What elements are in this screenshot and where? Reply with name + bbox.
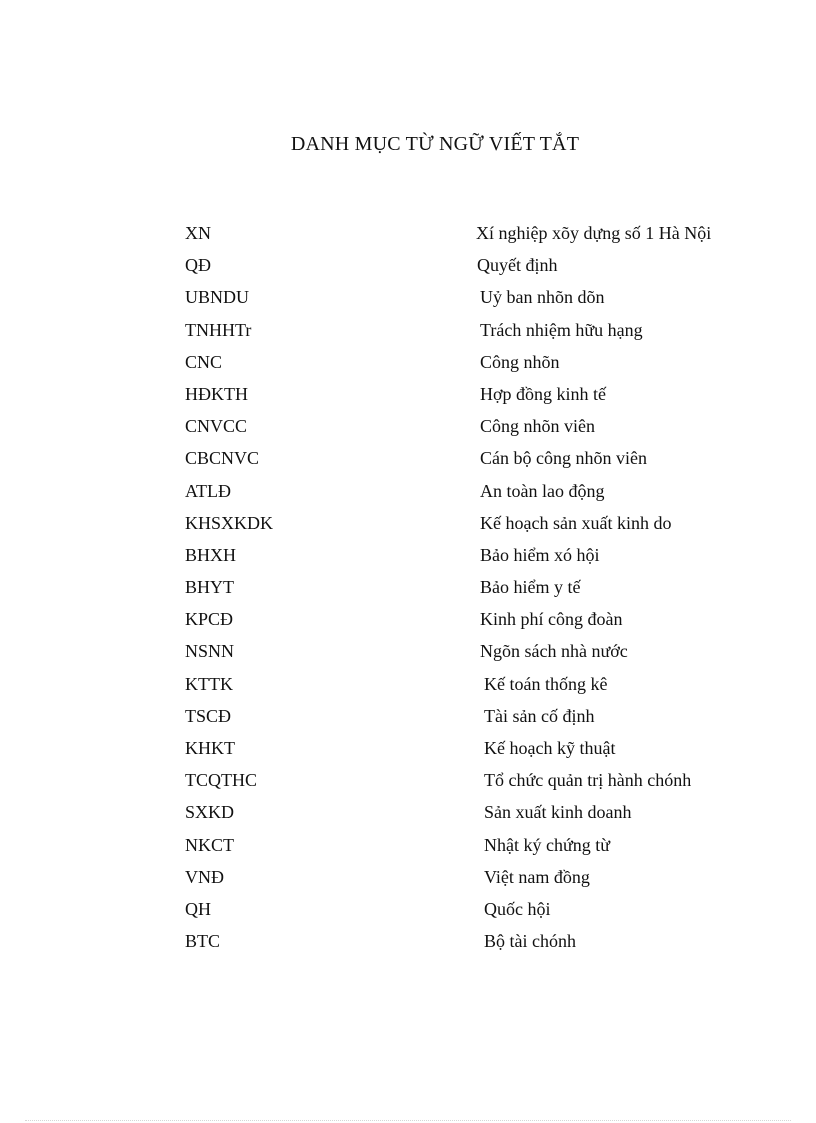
abbreviation-meaning: Công nhõn xyxy=(480,351,560,372)
abbreviation: VNĐ xyxy=(185,866,224,887)
list-item xyxy=(0,768,816,800)
abbreviation: TCQTHC xyxy=(185,770,257,791)
abbreviation-meaning: Tổ chức quản trị hành chónh xyxy=(484,770,692,791)
list-item xyxy=(0,511,816,543)
abbreviation: BTC xyxy=(185,931,221,952)
list-item xyxy=(0,221,816,253)
abbreviation-meaning: Uỷ ban nhõn dõn xyxy=(480,287,605,308)
abbreviation-meaning: Cán bộ công nhõn viên xyxy=(480,448,647,469)
abbreviation-meaning: Công nhõn viên xyxy=(480,416,595,437)
abbreviation-meaning: Hợp đồng kinh tế xyxy=(480,383,607,404)
abbreviation-meaning: Tài sản cố định xyxy=(484,705,595,726)
abbreviation: CNVCC xyxy=(185,416,248,437)
abbreviation: CBCNVC xyxy=(185,448,260,469)
abbreviation: NKCT xyxy=(185,834,234,855)
list-item xyxy=(0,736,816,768)
abbreviation-meaning: Quyết định xyxy=(477,255,558,276)
abbreviation: XN xyxy=(185,223,211,243)
abbreviation-meaning: Kế hoạch kỹ thuật xyxy=(484,738,616,758)
abbreviation: KTTK xyxy=(185,673,233,694)
abbreviation-meaning: Sản xuất kinh doanh xyxy=(484,802,632,823)
abbreviation: BHYT xyxy=(185,577,234,598)
abbreviation-meaning: Kế hoạch sản xuất kinh do xyxy=(480,512,672,533)
abbreviation: ATLĐ xyxy=(185,480,231,501)
abbreviation-list xyxy=(0,221,816,961)
abbreviation-meaning: Trách nhiệm hữu hạng xyxy=(480,319,643,340)
abbreviation: HĐKTH xyxy=(185,383,248,404)
list-item xyxy=(0,833,816,865)
page-title: DANH MỤC TỪ NGỮ VIẾT TẮT xyxy=(290,133,580,155)
abbreviation-meaning: Bảo hiểm y tế xyxy=(480,577,581,598)
list-item xyxy=(0,575,816,607)
list-item xyxy=(0,479,816,511)
abbreviation: KHSXKDK xyxy=(185,512,274,533)
list-item xyxy=(0,350,816,382)
list-item xyxy=(0,672,816,704)
list-item xyxy=(0,414,816,446)
abbreviation: UBNDU xyxy=(185,287,250,308)
abbreviation: QĐ xyxy=(185,255,211,276)
abbreviation-meaning: Bảo hiểm xó hội xyxy=(480,544,600,565)
list-item xyxy=(0,929,816,961)
list-item xyxy=(0,897,816,929)
abbreviation: CNC xyxy=(185,351,223,372)
abbreviation-meaning: Kế toán thống kê xyxy=(484,673,608,694)
abbreviation-meaning: Kinh phí công đoàn xyxy=(480,609,623,630)
list-item xyxy=(0,318,816,350)
abbreviation: QH xyxy=(185,898,211,919)
abbreviation: KPCĐ xyxy=(185,609,234,630)
abbreviation: TSCĐ xyxy=(185,705,232,726)
abbreviation-meaning: Bộ tài chónh xyxy=(484,931,576,952)
abbreviation-meaning: Ngõn sách nhà nước xyxy=(480,641,628,662)
list-item xyxy=(0,639,816,671)
list-item xyxy=(0,800,816,832)
abbreviation-meaning: An toàn lao động xyxy=(480,480,605,501)
list-item xyxy=(0,382,816,414)
list-item xyxy=(0,253,816,285)
abbreviation-meaning: Nhật ký chứng từ xyxy=(484,834,610,855)
list-item xyxy=(0,285,816,317)
abbreviation: BHXH xyxy=(185,544,237,565)
abbreviation: SXKD xyxy=(185,802,235,823)
list-item xyxy=(0,446,816,478)
abbreviation: NSNN xyxy=(185,641,235,662)
abbreviation-meaning: Việt nam đồng xyxy=(484,866,590,887)
list-item xyxy=(0,865,816,897)
page-bottom-divider xyxy=(25,1120,791,1121)
list-item xyxy=(0,704,816,736)
abbreviation: KHKT xyxy=(185,738,235,758)
list-item xyxy=(0,607,816,639)
abbreviation-meaning: Quốc hội xyxy=(484,898,551,919)
abbreviation-meaning: Xí nghiệp xõy dựng số 1 Hà Nội xyxy=(476,223,712,243)
list-item xyxy=(0,543,816,575)
abbreviation: TNHHTr xyxy=(185,319,252,340)
